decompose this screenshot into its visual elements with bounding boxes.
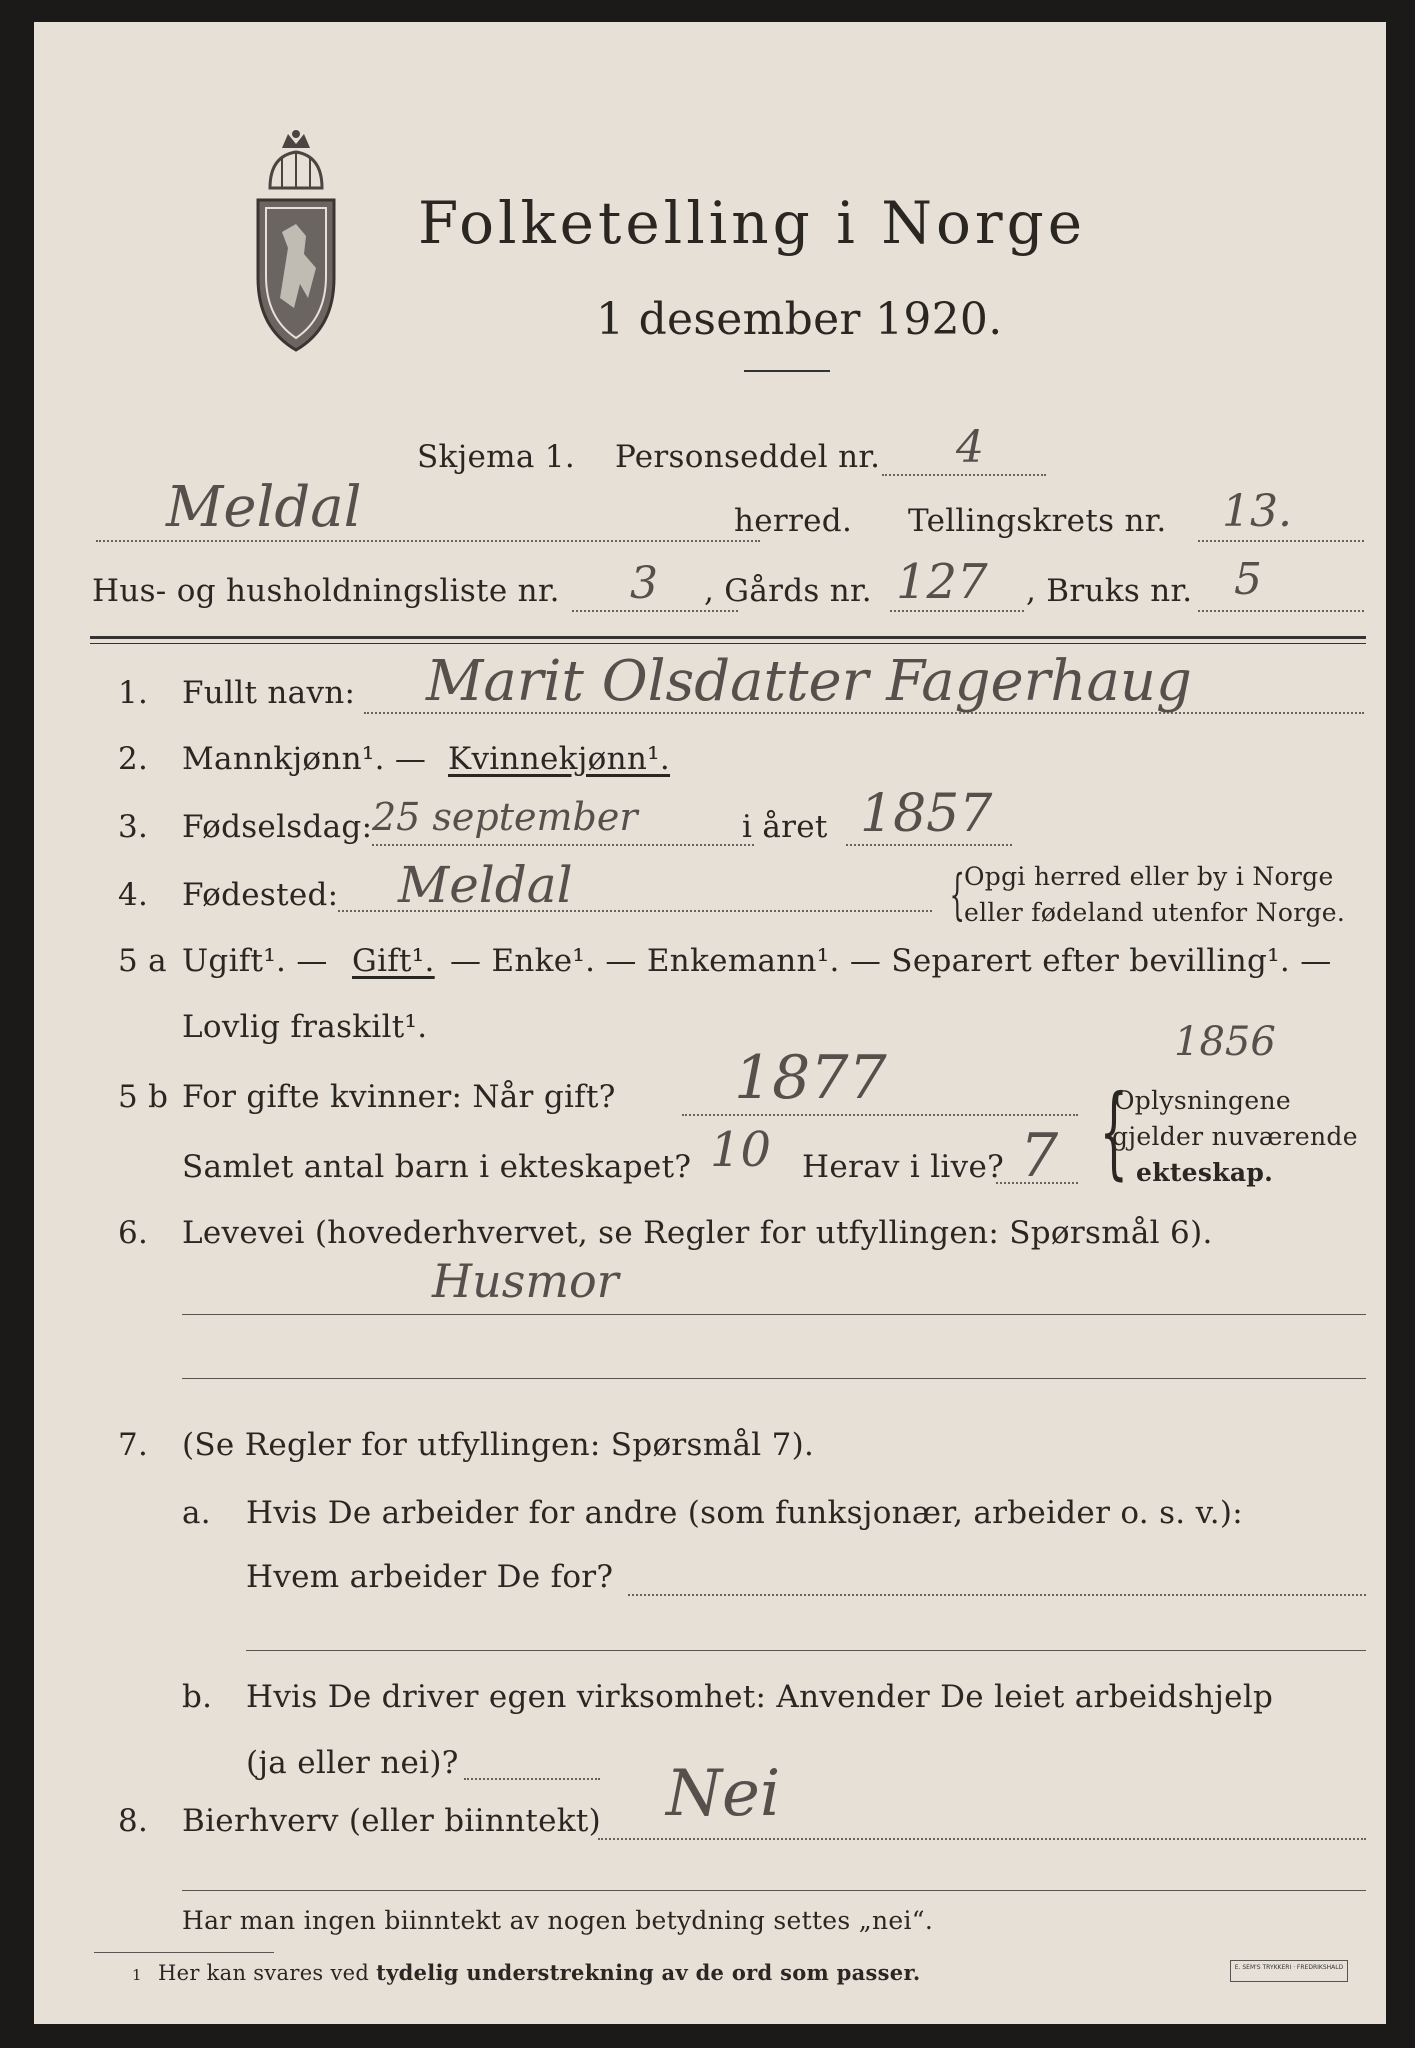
q6-number: 6. [118, 1215, 149, 1251]
q4-number: 4. [118, 877, 149, 913]
q5b-value: 1877 [734, 1043, 887, 1113]
footer-note: Har man ingen biinntekt av nogen betydning settes „nei“. [182, 1906, 934, 1935]
form-title: Folketelling i Norge [418, 189, 1087, 257]
q5a-gift: Gift¹. [352, 943, 435, 979]
q7b-letter: b. [182, 1679, 213, 1715]
bruks-label: , Bruks nr. [1026, 573, 1193, 609]
q5b-extra-value: 1856 [1174, 1019, 1276, 1065]
q6-answer-line-1 [182, 1314, 1366, 1315]
bruks-field [1198, 610, 1364, 612]
herred-field [96, 540, 760, 542]
q1-label: Fullt navn: [182, 675, 356, 711]
footnote-text-bold: tydelig understrekning av de ord som passer. [376, 1960, 921, 1985]
footnote-text-plain: Her kan svares ved [158, 1961, 370, 1985]
q5a-number: 5 a [118, 943, 167, 979]
personseddel-label: Personseddel nr. [615, 439, 881, 475]
q3-year-label: i året [742, 809, 828, 845]
q7b-label: Hvis De driver egen virksomhet: Anvender De leiet arbeidshjelp [246, 1679, 1274, 1715]
tellingskrets-label: Tellingskrets nr. [908, 503, 1167, 539]
q8-number: 8. [118, 1803, 149, 1839]
personseddel-value: 4 [956, 422, 984, 473]
q4-value: Meldal [398, 856, 573, 914]
q2-number: 2. [118, 741, 149, 777]
q7-number: 7. [118, 1427, 149, 1463]
q5b-note-line-3: ekteskap. [1136, 1158, 1274, 1187]
q4-label: Fødested: [182, 877, 339, 913]
q7a-field [628, 1594, 1366, 1596]
personseddel-field [882, 474, 1046, 476]
gards-field [890, 610, 1024, 612]
q8-answer-line [182, 1890, 1366, 1891]
footnote-rule [94, 1952, 274, 1953]
q8-field [598, 1838, 1366, 1840]
q4-note-line-1: Opgi herred eller by i Norge [964, 862, 1334, 891]
q7-label: (Se Regler for utfyllingen: Spørsmål 7). [182, 1427, 815, 1463]
herred-value: Meldal [166, 475, 362, 540]
q5b-children-label: Samlet antal barn i ekteskapet? [182, 1149, 692, 1185]
q5b-children-value: 10 [710, 1122, 772, 1178]
gards-value: 127 [896, 554, 988, 610]
bruks-value: 5 [1234, 554, 1262, 605]
q2-male: Mannkjønn¹. — [182, 741, 427, 777]
printer-stamp [1230, 1960, 1348, 1982]
q3-year-value: 1857 [860, 784, 993, 844]
hus-field [572, 610, 738, 612]
herred-label: herred. [734, 503, 853, 539]
census-form-sheet [34, 22, 1386, 2024]
q3-value: 25 september [372, 795, 638, 839]
footnote-number: 1 [132, 1966, 142, 1984]
header-rule-2 [90, 643, 1366, 644]
q7a-answer-line [246, 1650, 1366, 1651]
gards-label: , Gårds nr. [704, 573, 872, 609]
printer-stamp-text: E. SEM'S TRYKKERI · FREDRIKSHALD [1234, 1964, 1344, 1971]
q7b-field [464, 1778, 600, 1780]
footnote-text [158, 1962, 921, 1984]
q4-note-brace: { [949, 863, 965, 926]
hus-label: Hus- og husholdningsliste nr. [92, 573, 560, 609]
tellingskrets-value: 13. [1222, 486, 1292, 537]
q5b-alive-label: Herav i live? [802, 1149, 1005, 1185]
q3-number: 3. [118, 809, 149, 845]
q7b-label-2: (ja eller nei)? [246, 1745, 459, 1781]
q6-answer-line-2 [182, 1378, 1366, 1379]
q1-value: Marit Olsdatter Fagerhaug [426, 649, 1192, 714]
q4-note-line-2: eller fødeland utenfor Norge. [964, 898, 1346, 927]
q5a-line-2: Lovlig fraskilt¹. [182, 1009, 428, 1045]
q6-label: Levevei (hovederhvervet, se Regler for utfyllingen: Spørsmål 6). [182, 1215, 1213, 1251]
q3-label: Fødselsdag: [182, 809, 373, 845]
q8-value: Nei [666, 1757, 781, 1831]
tellingskrets-field [1198, 540, 1364, 542]
q5b-note-line-1: Oplysningene [1114, 1086, 1291, 1115]
q5a-options: — Enke¹. — Enkemann¹. — Separert efter bevilling¹. — [450, 943, 1332, 979]
q3-year-field [846, 844, 1012, 846]
header-rule-1 [90, 636, 1366, 639]
q7a-label-2: Hvem arbeider De for? [246, 1559, 614, 1595]
census-date: 1 desember 1920. [596, 294, 1003, 345]
norway-coat-of-arms-icon [248, 128, 344, 354]
q5b-label: For gifte kvinner: Når gift? [182, 1079, 616, 1115]
q5a-ugift: Ugift¹. — [182, 943, 328, 979]
schema-label: Skjema 1. [417, 439, 575, 475]
q5b-field [682, 1114, 1078, 1116]
q7a-letter: a. [182, 1495, 211, 1531]
q2-female: Kvinnekjønn¹. [448, 741, 671, 777]
q1-number: 1. [118, 675, 149, 711]
q6-value: Husmor [432, 1254, 619, 1308]
title-divider [744, 370, 830, 372]
q8-label: Bierhverv (eller biinntekt) [182, 1803, 602, 1839]
hus-value: 3 [630, 558, 658, 609]
q5b-number: 5 b [118, 1079, 169, 1115]
q5b-note-line-2: gjelder nuværende [1112, 1122, 1358, 1151]
q5b-alive-value: 7 [1020, 1121, 1059, 1191]
q5b-note-brace: { [1099, 1073, 1129, 1190]
q3-field [372, 844, 754, 846]
q7a-label: Hvis De arbeider for andre (som funksjonær, arbeider o. s. v.): [246, 1495, 1244, 1531]
